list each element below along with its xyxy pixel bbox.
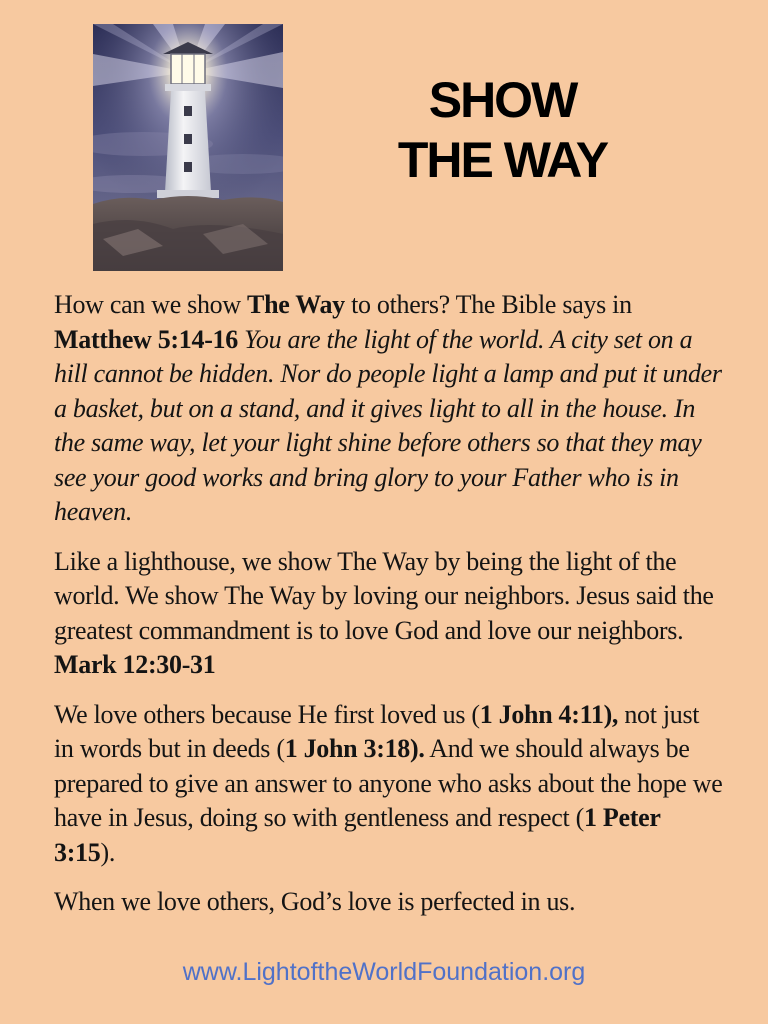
title-line-1: SHOW [428, 72, 577, 128]
reference-1peter: 1 Peter 3:15 [54, 803, 661, 867]
reference-1john-4: 1 John 4:11), [479, 699, 619, 729]
paragraph-lighthouse: Like a lighthouse, we show The Way by being the light of the world. We show The Way by loving our neighbors. Jesus said the greatest commandment is to love God and love our neighbors. Mark 12:30-31 [54, 546, 714, 679]
paragraph-matthew: How can we show The Way to others? The Bible says in Matthew 5:14-16 You are the light of the world. A city set on a hill cannot be hidden. Nor do people light a lamp and put it under a basket, but on a stand, and it gives light to all in the house. In the same way, let your light shine before others so that they may see your good works and bring glory to your Father who is in heaven. [54, 290, 722, 526]
page-title [360, 70, 645, 190]
reference-1john-3: 1 John 3:18). [284, 734, 425, 763]
title-line-2: THE WAY [397, 132, 608, 188]
reference-mark: Mark 12:30-31 [54, 650, 216, 679]
paragraph-love-others: We love others because He first loved us (1 John 4:11), not just in words but in deeds (1 John 3:18). And we should always be prepared to give an answer to anyone who asks about the hope we have in Jesus, doing so with gentleness and respect (1 Peter 3:15). [54, 699, 723, 867]
lighthouse-image [93, 24, 283, 271]
scripture-quote: You are the light of the world. A city set on a hill cannot be hidden. Nor do people light a lamp and put it under a basket, but on a stand, and it gives light to all in the house. In the same way, let your light shine before others so that they may see your good works and bring glory to your Father who is in heaven. [54, 324, 722, 526]
paragraph-perfected: When we love others, God’s love is perfected in us. [54, 887, 576, 916]
reference-matthew: Matthew 5:14-16 [54, 324, 238, 354]
website-link[interactable]: www.LightoftheWorldFoundation.org [182, 958, 586, 986]
body-text [54, 288, 724, 935]
